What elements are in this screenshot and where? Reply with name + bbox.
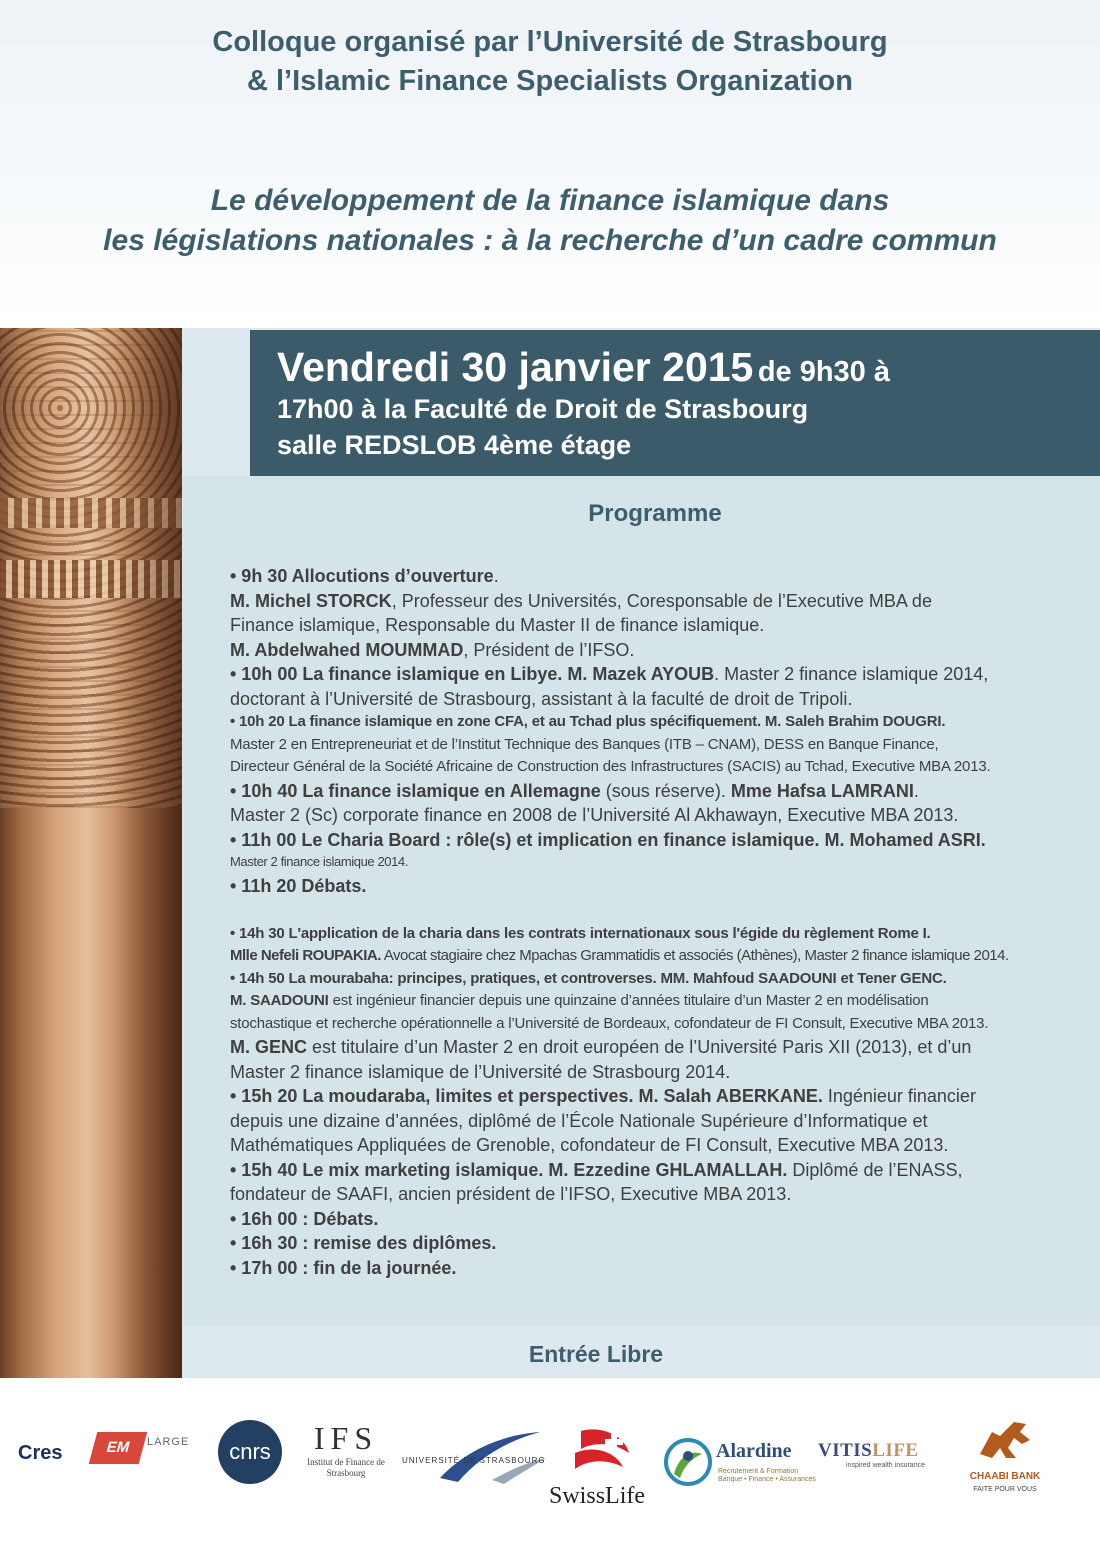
programme-line-text: doctorant à l’Université de Strasbourg, assistant à la faculté de droit de Tripoli.	[230, 688, 853, 709]
event-place: à la Faculté de Droit de Strasbourg	[361, 394, 809, 424]
programme-line-bold: • 10h 20 La finance islamique en zone CFA, et au Tchad plus spécifiquement. M. Saleh Brahim DOUGRI.	[230, 713, 946, 730]
subtitle-line-2: les législations nationales : à la recherche d’un cadre commun	[103, 224, 997, 257]
programme-title: Programme	[588, 500, 722, 527]
organizer-line-2: & l’Islamic Finance Specialists Organization	[247, 65, 853, 97]
programme-line-text: Diplômé de l’ENASS,	[787, 1159, 963, 1180]
programme-line	[230, 640, 1080, 665]
banner-line-1	[277, 344, 890, 391]
chaabi-bank-tagline: FAITE POUR VOUS	[973, 1486, 1037, 1493]
swisslife-logo-text: SwissLife	[549, 1483, 645, 1509]
programme-list	[230, 566, 1080, 1282]
programme-line-bold: Mme Hafsa LAMRANI	[730, 780, 914, 801]
alardine-logo-text: Alardine	[716, 1440, 792, 1462]
programme-line	[230, 1037, 1080, 1062]
pillar-shadow	[112, 328, 182, 1378]
vitislife-tagline: inspired wealth insurance	[846, 1462, 925, 1469]
programme-line	[230, 566, 1080, 591]
unistra-logo	[400, 1426, 550, 1486]
programme-line	[230, 805, 1080, 830]
ifs-logo	[306, 1420, 386, 1479]
organizer-line-1: Colloque organisé par l’Université de Strasbourg	[212, 26, 888, 58]
programme-line-text: , Président de l’IFSO.	[463, 639, 635, 660]
ifs-logo-subtitle: Institut de Finance de Strasbourg	[307, 1457, 385, 1478]
programme-line-text: Mathématiques Appliquées de Grenoble, cofondateur de FI Consult, Executive MBA 2013.	[230, 1135, 949, 1155]
programme-spacer	[230, 901, 1080, 925]
programme-line-bold: Mlle Nefeli ROUPAKIA.	[230, 947, 381, 964]
chaabi-bank-logo-text: CHAABI BANK	[969, 1471, 1041, 1482]
programme-line	[230, 1209, 1080, 1234]
programme-line-bold: M. SAADOUNI	[230, 992, 329, 1009]
programme-line	[230, 1160, 1080, 1185]
alardine-logo-subtitle: Recrutement & Formation Banque • Finance • Assurances	[718, 1468, 816, 1483]
programme-line	[230, 1135, 1080, 1160]
programme-line	[230, 664, 1080, 689]
programme-line-text: .	[493, 566, 499, 586]
em-logo-text: LARGE	[147, 1436, 190, 1448]
programme-line-bold: • 14h 30 L'application de la charia dans les contrats internationaux sous l'égide du règlement Rome I.	[230, 924, 931, 942]
programme-line	[230, 854, 1080, 876]
em-strasbourg-logo	[93, 1428, 189, 1468]
programme-line-text: Avocat stagiaire chez Mpachas Grammatidis et associés (Athènes), Master 2 finance islamique 2014.	[380, 947, 1009, 964]
programme-line	[230, 713, 1080, 736]
programme-line	[230, 1233, 1080, 1258]
programme-line-text: Ingénieur financier	[822, 1086, 976, 1106]
swisslife-swirl-icon	[545, 1423, 635, 1483]
event-date: Vendredi 30 janvier 2015	[277, 344, 754, 390]
programme-line	[230, 689, 1080, 714]
programme-line	[230, 736, 1080, 759]
programme-line-bold: • 11h 00 Le Charia Board : rôle(s) et implication en finance islamique. M. Mohamed ASRI.	[230, 829, 986, 850]
programme-line-bold: • 15h 40 Le mix marketing islamique. M. Ezzedine GHLAMALLAH.	[230, 1159, 788, 1180]
programme-line	[230, 615, 1080, 640]
banner-line-2	[277, 394, 808, 425]
programme-line-bold: • 10h 40 La finance islamique en Allemagne	[230, 780, 601, 801]
programme-line	[230, 1111, 1080, 1136]
programme-line-text: est titulaire d’un Master 2 en droit européen de l’Université Paris XII (2013), et d’un	[307, 1037, 972, 1057]
event-time-from: de 9h30 à	[757, 356, 890, 388]
programme-line	[230, 1086, 1080, 1111]
programme-line	[230, 830, 1080, 855]
programme-line-text: Finance islamique, Responsable du Master II de finance islamique.	[230, 615, 765, 635]
programme-line	[230, 781, 1080, 806]
unistra-logo-text: UNIVERSITÉ DE STRASBOURG	[402, 1456, 546, 1465]
programme-line-bold: M. Michel STORCK	[230, 590, 392, 611]
horse-icon	[970, 1414, 1040, 1462]
programme-line-text: (sous réserve).	[600, 780, 731, 801]
programme-line-bold: M. Abdelwahed MOUMMAD	[230, 639, 464, 660]
programme-line-text: Master 2 (Sc) corporate finance en 2008 de l’Université Al Akhawayn, Executive MBA 2013.	[230, 805, 959, 825]
programme-line-text: Directeur Général de la Société Africaine de Construction des Infrastructures (SACIS) au Tchad, Executive MBA 2013.	[230, 758, 991, 775]
alardine-emblem-icon	[662, 1434, 714, 1490]
programme-line	[230, 591, 1080, 616]
programme-line-text: Master 2 en Entrepreneuriat et de l’Institut Technique des Banques (ITB – CNAM), DESS en Banque Finance,	[230, 735, 939, 753]
programme-line	[230, 1184, 1080, 1209]
vitislife-logo-text	[818, 1440, 958, 1462]
programme-line-text: fondateur de SAAFI, ancien président de l’IFSO, Executive MBA 2013.	[230, 1184, 792, 1204]
programme-line-text: stochastique et recherche opérationnelle a l’Université de Bordeaux, cofondateur de FI Consult, Executive MBA 2013.	[230, 1014, 989, 1032]
life-part: LIFE	[872, 1440, 919, 1461]
programme-line-text: .	[913, 780, 919, 801]
programme-line-bold: • 14h 50 La mourabaha: principes, pratiques, et controverses. MM. Mahfoud SAADOUNI et Tener GENC.	[230, 969, 947, 987]
alardine-logo	[662, 1434, 822, 1494]
ifs-logo-text: IFS	[313, 1420, 379, 1456]
programme-line-text: est ingénieur financier depuis une quinzaine d’années titulaire d’un Master 2 en modélisation	[328, 992, 929, 1009]
programme-line-bold: • 11h 20 Débats.	[230, 876, 367, 896]
swisslife-logo	[545, 1423, 675, 1513]
sponsor-footer	[0, 1378, 1100, 1555]
pillar-image	[0, 328, 182, 1378]
chaabi-bank-logo	[960, 1414, 1050, 1493]
vitis-part: VITIS	[818, 1440, 873, 1461]
programme-line	[230, 1015, 1080, 1038]
programme-line-bold: • 17h 00 : fin de la journée.	[230, 1257, 457, 1278]
programme-line-text: Master 2 finance islamique de l’Université de Strasbourg 2014.	[230, 1061, 731, 1082]
programme-line-text: , Professeur des Universités, Coresponsable de l’Executive MBA de	[391, 590, 932, 611]
event-time-to: 17h00	[277, 394, 354, 424]
programme-line	[230, 876, 1080, 901]
cnrs-logo: cnrs	[218, 1420, 282, 1484]
programme-line	[230, 970, 1080, 993]
vitislife-logo	[818, 1440, 958, 1469]
event-room: salle REDSLOB 4ème étage	[277, 430, 632, 460]
programme-line	[230, 1258, 1080, 1283]
cres-logo: Cres	[18, 1442, 63, 1464]
entry-note: Entrée Libre	[528, 1341, 664, 1367]
programme-line	[230, 1062, 1080, 1087]
programme-line	[230, 758, 1080, 781]
programme-line-bold: • 16h 30 : remise des diplômes.	[230, 1233, 497, 1253]
em-logo-mark: EM	[89, 1432, 148, 1464]
programme-line-text: Master 2 finance islamique 2014.	[230, 854, 408, 869]
programme-line	[230, 992, 1080, 1015]
programme-line-text: . Master 2 finance islamique 2014,	[714, 664, 989, 684]
date-banner	[250, 330, 1100, 476]
programme-line	[230, 925, 1080, 948]
programme-line-bold: • 16h 00 : Débats.	[230, 1208, 379, 1229]
programme-line-bold: • 15h 20 La moudaraba, limites et perspectives. M. Salah ABERKANE.	[230, 1086, 823, 1106]
programme-line-text: depuis une dizaine d’années, diplômé de l’École Nationale Supérieure d’Informatique et	[230, 1110, 928, 1131]
subtitle-line-1: Le développement de la finance islamique dans	[210, 184, 890, 217]
programme-line-bold: • 9h 30 Allocutions d’ouverture	[230, 566, 494, 586]
programme-line	[230, 947, 1080, 970]
programme-line-bold: • 10h 00 La finance islamique en Libye. M. Mazek AYOUB	[230, 664, 715, 684]
programme-line-bold: M. GENC	[230, 1037, 308, 1057]
